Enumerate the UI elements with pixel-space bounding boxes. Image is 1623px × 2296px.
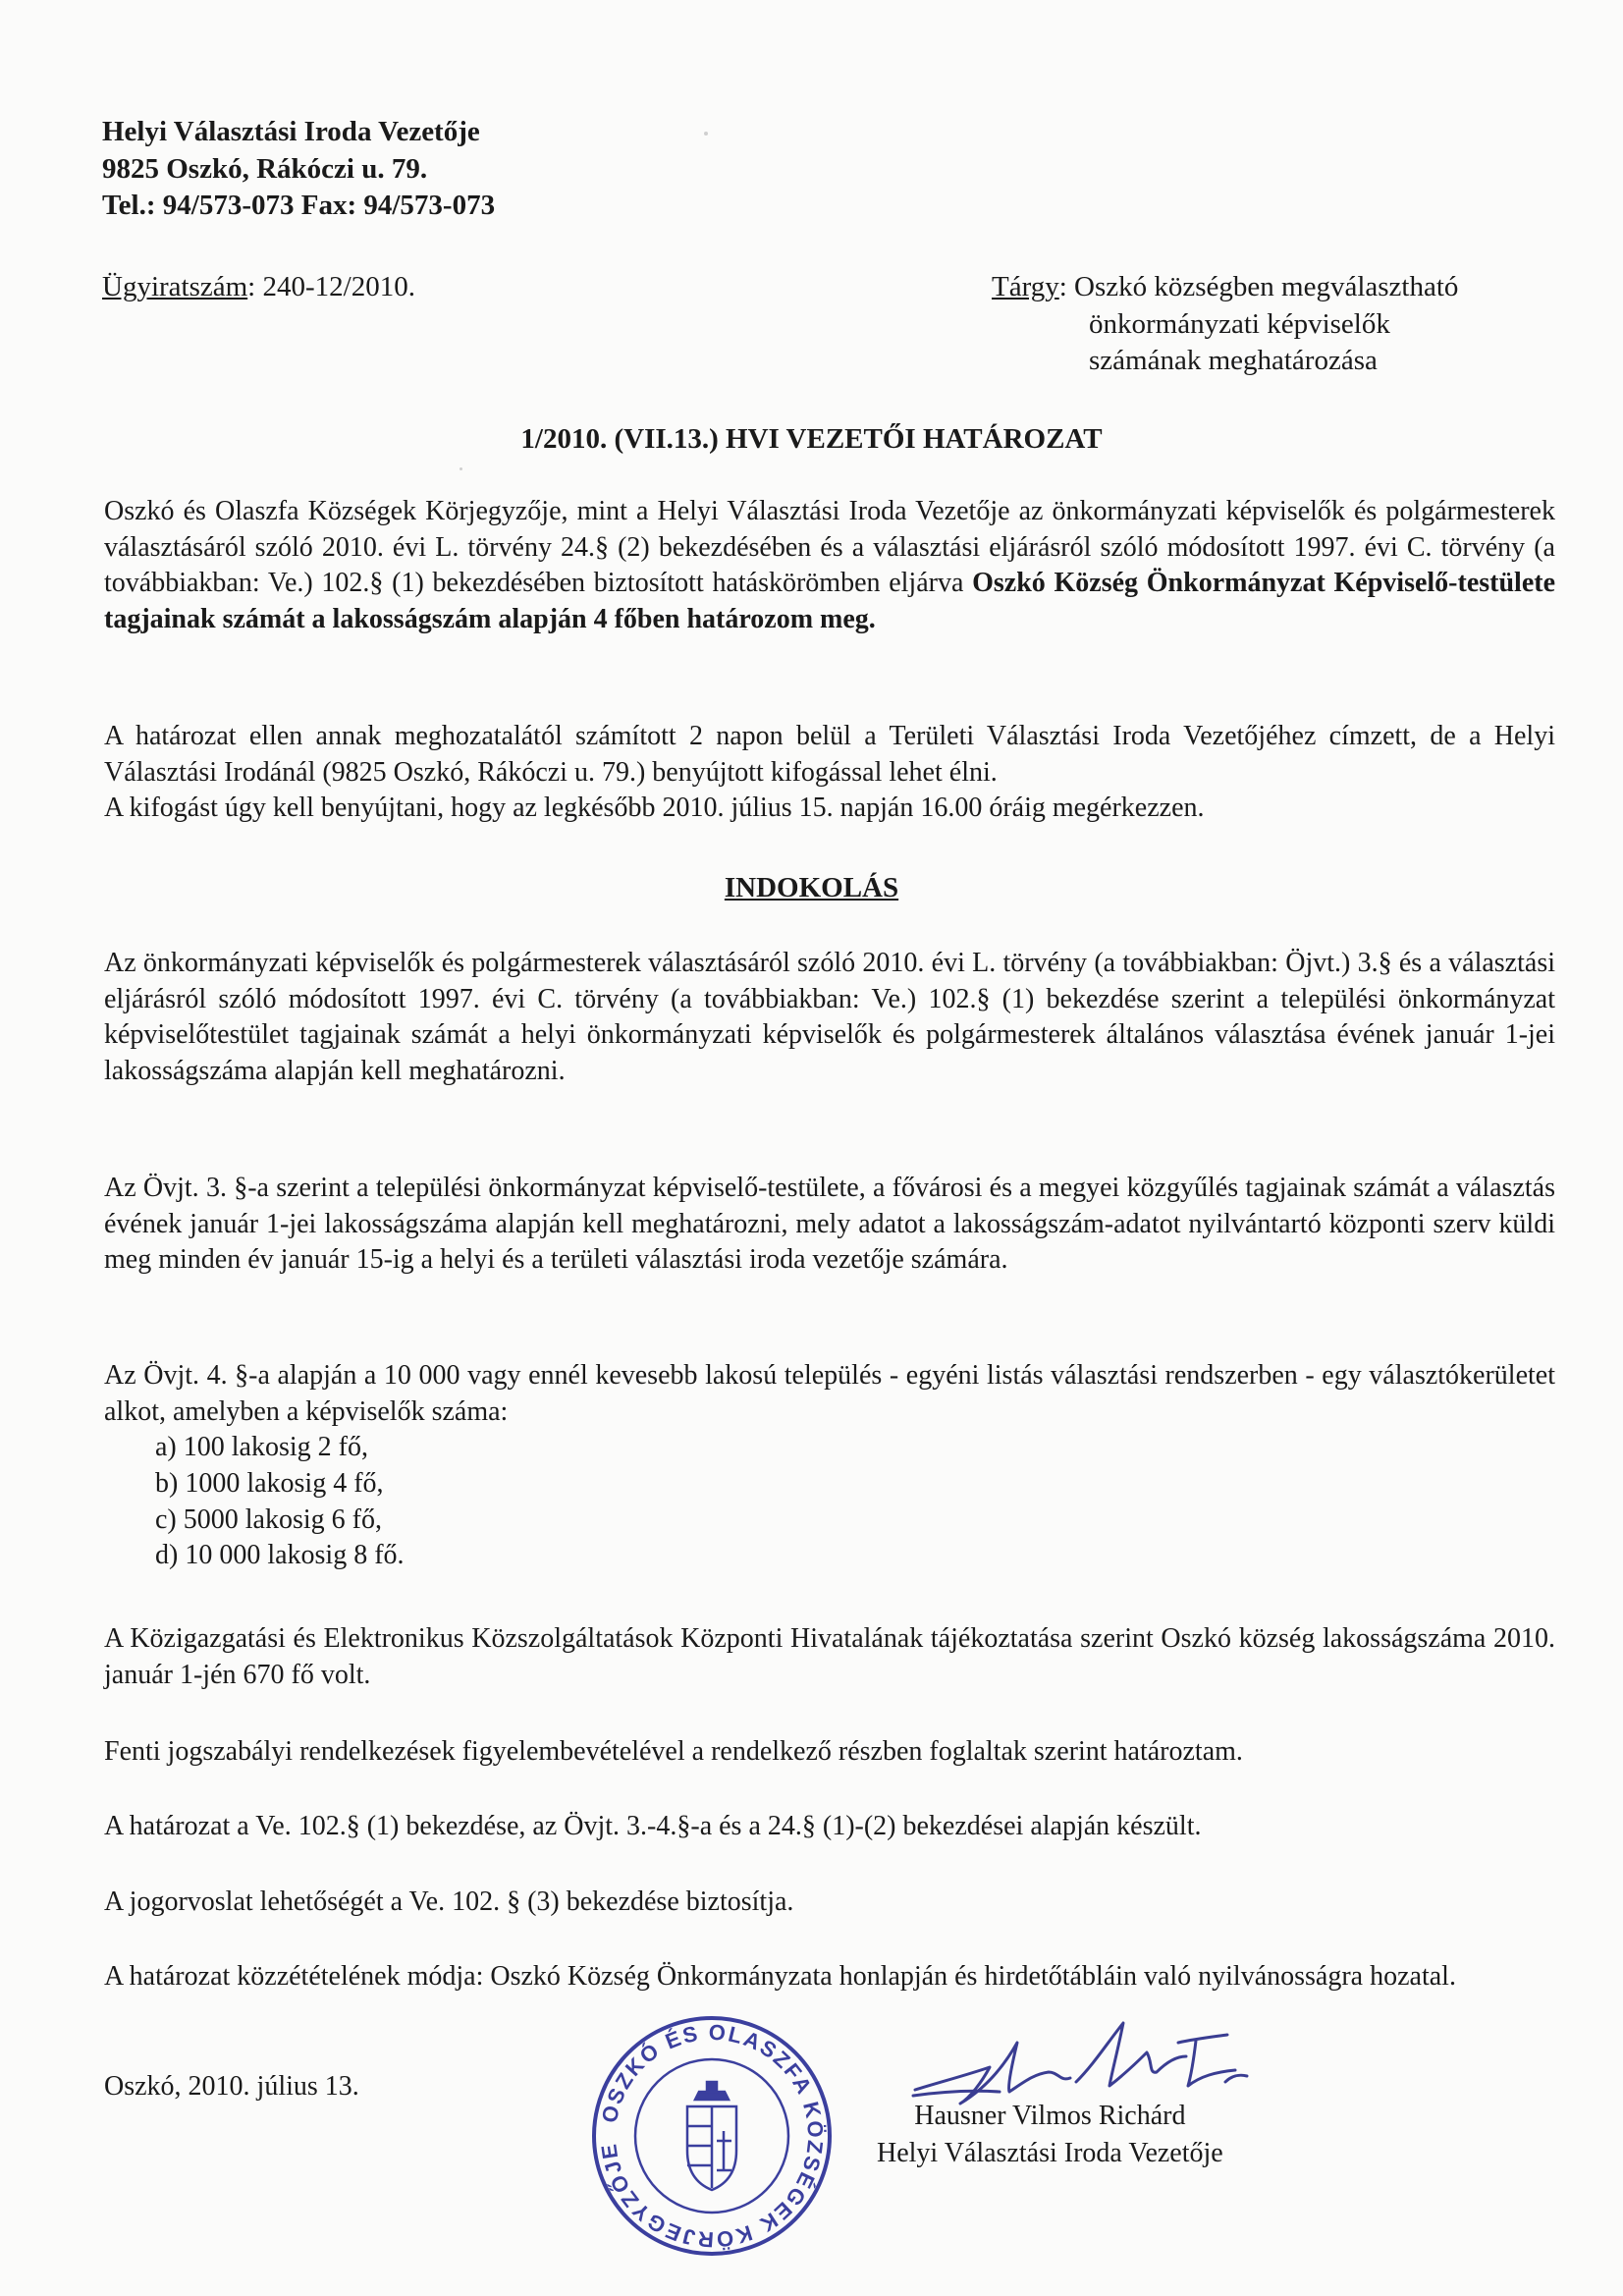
reasoning-paragraph-5 xyxy=(104,1734,1555,1771)
decision-paragraph xyxy=(104,494,1555,638)
subject-line-1: : Oszkó községben megválasztható xyxy=(1058,271,1459,302)
list-item: c) 5000 lakosig 6 fő, xyxy=(155,1503,382,1535)
office-address: 9825 Oszkó, Rákóczi u. 79. xyxy=(102,152,428,185)
reference-number xyxy=(102,269,415,306)
appeal-paragraph xyxy=(104,719,1555,827)
reasoning-text-4: A Közigazgatási és Elektronikus Közszolgáltatások Központi Hivatalának tájékoztatása szerint Oszkó község lakosságszáma 2010. január 1-jén 670 fő volt. xyxy=(104,1623,1555,1690)
reasoning-text-5: Fenti jogszabályi rendelkezések figyelembevételével a rendelkező részben foglaltak szerint határoztam. xyxy=(104,1736,1243,1767)
subject-block xyxy=(992,269,1458,380)
subject-line-2: önkormányzati képviselők xyxy=(1089,307,1390,340)
representative-count-list xyxy=(104,1430,1555,1574)
reference-label: Ügyiratszám xyxy=(102,271,248,302)
appeal-text-1: A határozat ellen annak meghozatalától számított 2 napon belül a Területi Választási Iroda Vezetőjéhez címzett, de a Helyi Választási Irodánál (9825 Oszkó, Rákóczi u. 79.) benyújtott kifogással lehet élni. xyxy=(104,721,1555,788)
subject-line-3: számának meghatározása xyxy=(1089,345,1378,377)
reasoning-paragraph-4 xyxy=(104,1621,1555,1693)
office-name: Helyi Választási Iroda Vezetője xyxy=(102,116,480,147)
reasoning-paragraph-3 xyxy=(104,1358,1555,1574)
list-item: a) 100 lakosig 2 fő, xyxy=(155,1432,368,1463)
list-item: b) 1000 lakosig 4 fő, xyxy=(155,1468,384,1500)
reasoning-text-7: A jogorvoslat lehetőségét a Ve. 102. § (3) bekezdése biztosítja. xyxy=(104,1886,794,1917)
decision-title: 1/2010. (VII.13.) HVI VEZETŐI HATÁROZAT xyxy=(520,423,1103,455)
appeal-text-2: A kifogást úgy kell benyújtani, hogy az legkésőbb 2010. július 15. napján 16.00 óráig megérkezzen. xyxy=(104,793,1205,824)
reasoning-text-1: Az önkormányzati képviselők és polgármesterek választásáról szóló 2010. évi L. törvény (a továbbiakban: Öjvt.) 3.§ és a választási eljárásról szóló módosított 1997. évi C. törvény (a továbbiakban: Ve.) 102.§ (1) bekezdése szerint a települési önkormányzat képviselőtestület tagjainak számát a helyi önkormányzati képviselők és polgármesterek általános választása évének január 1-jei lakosságszáma alapján kell meghatározni. xyxy=(104,948,1555,1087)
reasoning-paragraph-2 xyxy=(104,1171,1555,1279)
signer-title: Helyi Választási Iroda Vezetője xyxy=(877,2138,1223,2169)
stamp-lettering: OSZKÓ ÉS OLASZFA KÖZSÉGEK KÖRJEGYZŐJE xyxy=(596,2019,829,2253)
decision-text: Oszkó és Olaszfa Községek Körjegyzője, mint a Helyi Választási Iroda Vezetője az önkormányzati képviselők és polgármesterek választásáról szóló 2010. évi L. törvény 24.§ (2) bekezdésében és a választási eljárásról szóló módosított 1997. évi C. törvény (a továbbiakban: Ve.) 102.§ (1) bekezdésében biztosított hatáskörömben eljárva xyxy=(104,496,1555,599)
reasoning-paragraph-1 xyxy=(104,946,1555,1090)
signer-name: Hausner Vilmos Richárd xyxy=(914,2101,1186,2131)
decision-bold-text: Oszkó Község Önkormányzat Képviselő-testülete tagjainak számát a lakosságszám alapján 4 főben határozom meg. xyxy=(104,568,1555,635)
official-stamp xyxy=(589,2013,835,2259)
reasoning-paragraph-8 xyxy=(104,1959,1555,1995)
coat-of-arms-icon xyxy=(687,2082,736,2190)
letterhead xyxy=(102,114,495,225)
reasoning-text-3: Az Övjt. 4. §-a alapján a 10 000 vagy ennél kevesebb lakosú település - egyéni listás választási rendszerben - egy választókerületet alkot, amelyben a képviselők száma: xyxy=(104,1360,1555,1427)
subject-label: Tárgy xyxy=(992,271,1059,302)
reasoning-heading: INDOKOLÁS xyxy=(724,872,899,903)
reasoning-paragraph-6 xyxy=(104,1809,1555,1845)
reference-value: : 240-12/2010. xyxy=(247,271,415,302)
reasoning-text-8: A határozat közzétételének módja: Oszkó Község Önkormányzata honlapján és hirdetőtábláin való nyilvánosságra hozatal. xyxy=(104,1961,1456,1992)
list-item: d) 10 000 lakosig 8 fő. xyxy=(155,1540,405,1571)
signer-block xyxy=(877,2098,1223,2172)
scan-speck xyxy=(704,132,708,136)
scan-speck xyxy=(460,467,462,470)
place-and-date: Oszkó, 2010. július 13. xyxy=(104,2071,359,2102)
reasoning-text-6: A határozat a Ve. 102.§ (1) bekezdése, az Övjt. 3.-4.§-a és a 24.§ (1)-(2) bekezdései alapján készült. xyxy=(104,1811,1202,1841)
reasoning-paragraph-7 xyxy=(104,1885,1555,1921)
reasoning-text-2: Az Övjt. 3. §-a szerint a települési önkormányzat képviselő-testülete, a fővárosi és a megyei közgyűlés tagjainak számát a választás évének január 1-jei lakosságszáma alapján kell meghatározni, mely adatot a lakosságszám-adatot nyilvántartó központi szerv küldi meg minden év január 15-ig a helyi és a területi választási iroda vezetője számára. xyxy=(104,1173,1555,1276)
office-phone-fax: Tel.: 94/573-073 Fax: 94/573-073 xyxy=(102,190,496,222)
